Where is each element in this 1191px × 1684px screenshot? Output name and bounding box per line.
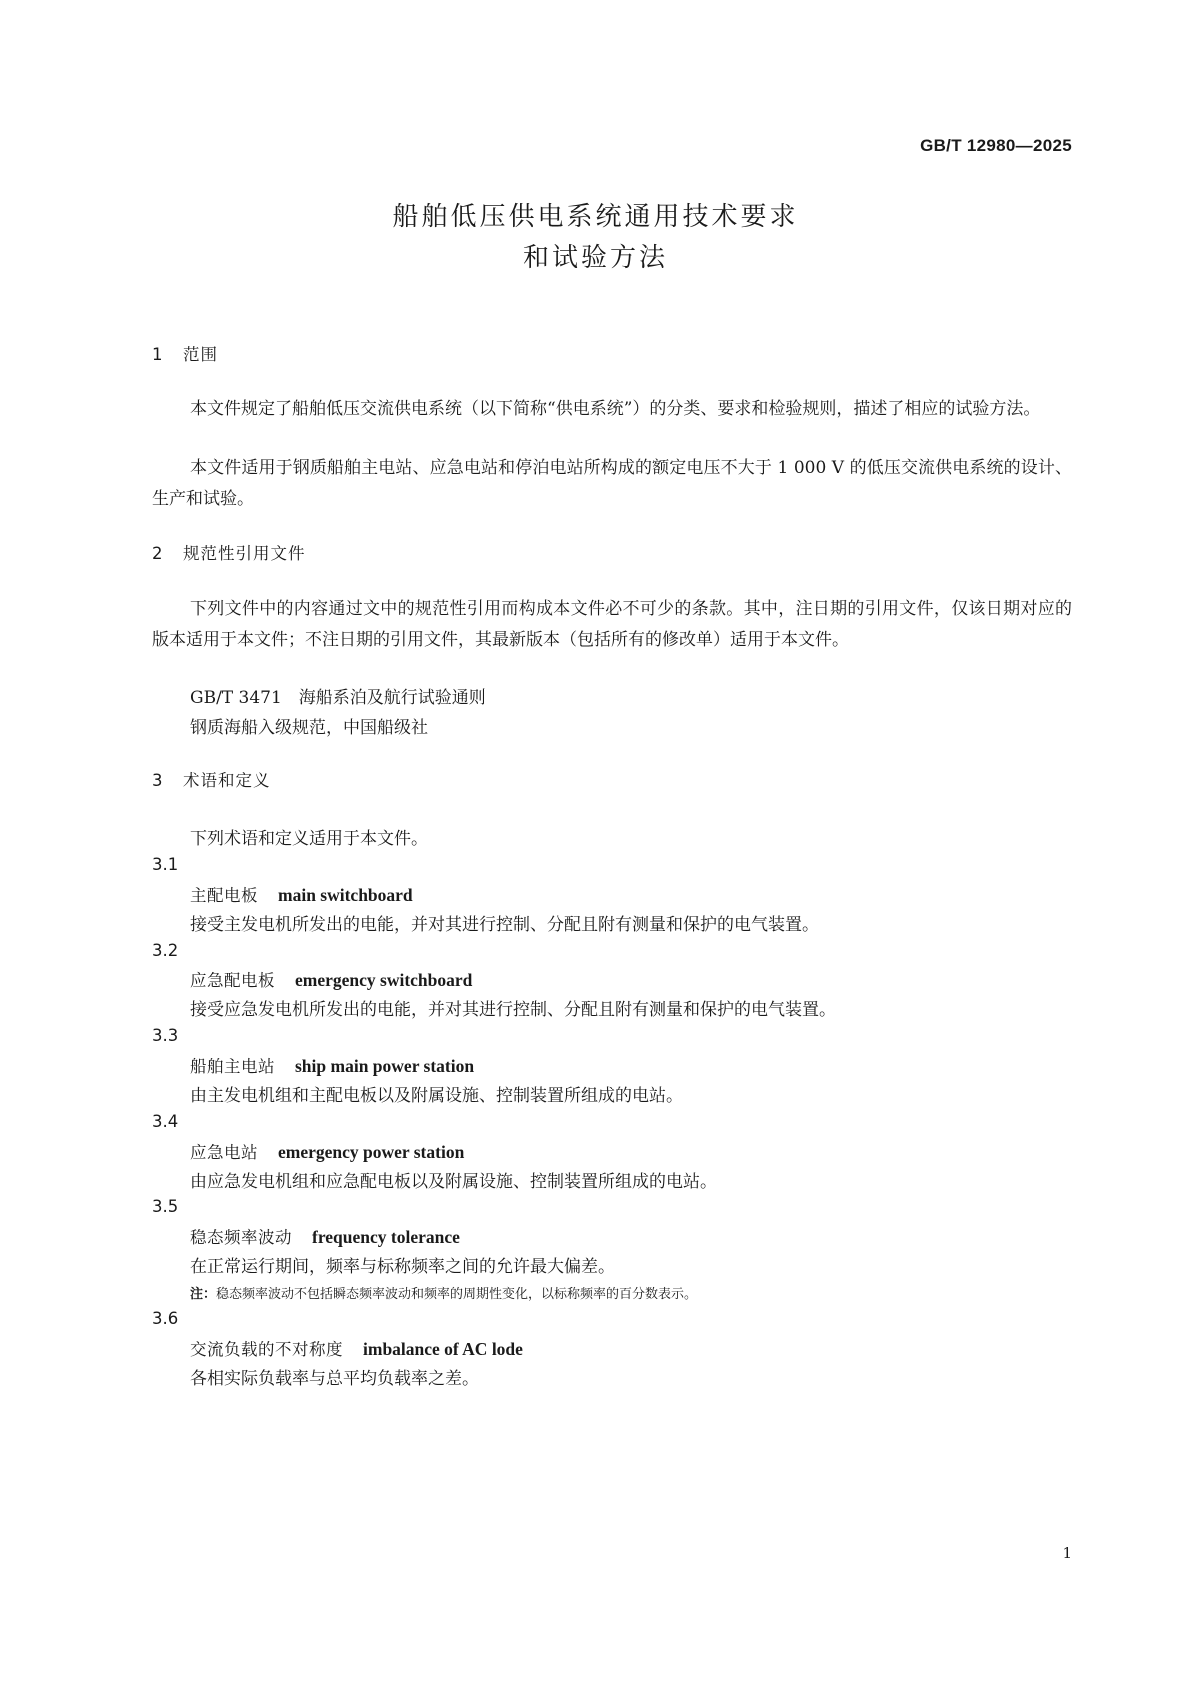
term-name-en: frequency tolerance xyxy=(312,1227,460,1247)
section-2-paragraph-1: 下列文件中的内容通过文中的规范性引用而构成本文件必不可少的条款。其中，注日期的引用文件，仅该日期对应的版本适用于本文件；不注日期的引用文件，其最新版本（包括所有的修改单）适用于本文件。 xyxy=(152,599,1072,650)
note-label: 注： xyxy=(190,1287,217,1302)
section-1-paragraph-2: 本文件适用于钢质船舶主电站、应急电站和停泊电站所构成的额定电压不大于 1 000 V 的低压交流供电系统的设计、生产和试验。 xyxy=(152,458,1072,509)
standard-code: GB/T 12980—2025 xyxy=(920,136,1072,155)
term-name xyxy=(190,967,472,991)
section-title: 规范性引用文件 xyxy=(183,544,306,563)
term-definition: 在正常运行期间，频率与标称频率之间的允许最大偏差。 xyxy=(190,1257,615,1277)
section-3-intro: 下列术语和定义适用于本文件。 xyxy=(190,829,428,849)
term-number: 3.4 xyxy=(152,1112,179,1131)
term-name xyxy=(190,1336,523,1360)
term-name-en: emergency power station xyxy=(278,1142,465,1162)
term-number: 3.2 xyxy=(152,941,179,960)
note-text: 稳态频率波动不包括瞬态频率波动和频率的周期性变化，以标称频率的百分数表示。 xyxy=(216,1287,698,1302)
term-number: 3.6 xyxy=(152,1309,179,1328)
section-number: 1 xyxy=(152,345,164,364)
term-definition: 接受应急发电机所发出的电能，并对其进行控制、分配且附有测量和保护的电气装置。 xyxy=(190,1000,836,1020)
section-1-heading xyxy=(152,341,218,365)
term-name-en: main switchboard xyxy=(278,885,413,905)
term-note xyxy=(190,1283,697,1302)
document-title-line1: 船舶低压供电系统通用技术要求 xyxy=(392,202,799,232)
term-name-zh: 应急电站 xyxy=(190,1143,258,1162)
term-name xyxy=(190,1139,464,1163)
term-name-zh: 主配电板 xyxy=(190,886,258,905)
reference-item: GB/T 3471 海船系泊及航行试验通则 xyxy=(190,688,486,708)
document-title-line2: 和试验方法 xyxy=(522,243,668,273)
term-definition: 接受主发电机所发出的电能，并对其进行控制、分配且附有测量和保护的电气装置。 xyxy=(190,915,819,935)
term-number: 3.3 xyxy=(152,1026,179,1045)
term-name-en: imbalance of AC lode xyxy=(363,1339,523,1359)
section-1-paragraph-1: 本文件规定了船舶低压交流供电系统（以下简称“供电系统”）的分类、要求和检验规则，描述了相应的试验方法。 xyxy=(190,399,1041,419)
section-number: 3 xyxy=(152,771,164,790)
term-name-zh: 稳态频率波动 xyxy=(190,1228,292,1247)
term-number: 3.5 xyxy=(152,1197,179,1216)
term-definition: 由主发电机组和主配电板以及附属设施、控制装置所组成的电站。 xyxy=(190,1086,683,1106)
term-name xyxy=(190,1053,474,1077)
section-title: 范围 xyxy=(183,345,218,364)
section-title: 术语和定义 xyxy=(183,771,271,790)
term-name-en: emergency switchboard xyxy=(295,970,473,990)
term-name-zh: 应急配电板 xyxy=(190,971,275,990)
section-number: 2 xyxy=(152,544,164,563)
term-name-zh: 船舶主电站 xyxy=(190,1057,275,1076)
term-name-zh: 交流负载的不对称度 xyxy=(190,1340,343,1359)
section-2-heading xyxy=(152,540,306,564)
section-3-heading xyxy=(152,767,271,791)
reference-item: 钢质海船入级规范，中国船级社 xyxy=(190,718,428,738)
page-number: 1 xyxy=(1062,1544,1072,1562)
term-name-en: ship main power station xyxy=(295,1056,475,1076)
term-definition: 由应急发电机组和应急配电板以及附属设施、控制装置所组成的电站。 xyxy=(190,1172,717,1192)
term-name xyxy=(190,1224,460,1248)
term-number: 3.1 xyxy=(152,855,179,874)
term-definition: 各相实际负载率与总平均负载率之差。 xyxy=(190,1369,479,1389)
term-name xyxy=(190,882,413,906)
